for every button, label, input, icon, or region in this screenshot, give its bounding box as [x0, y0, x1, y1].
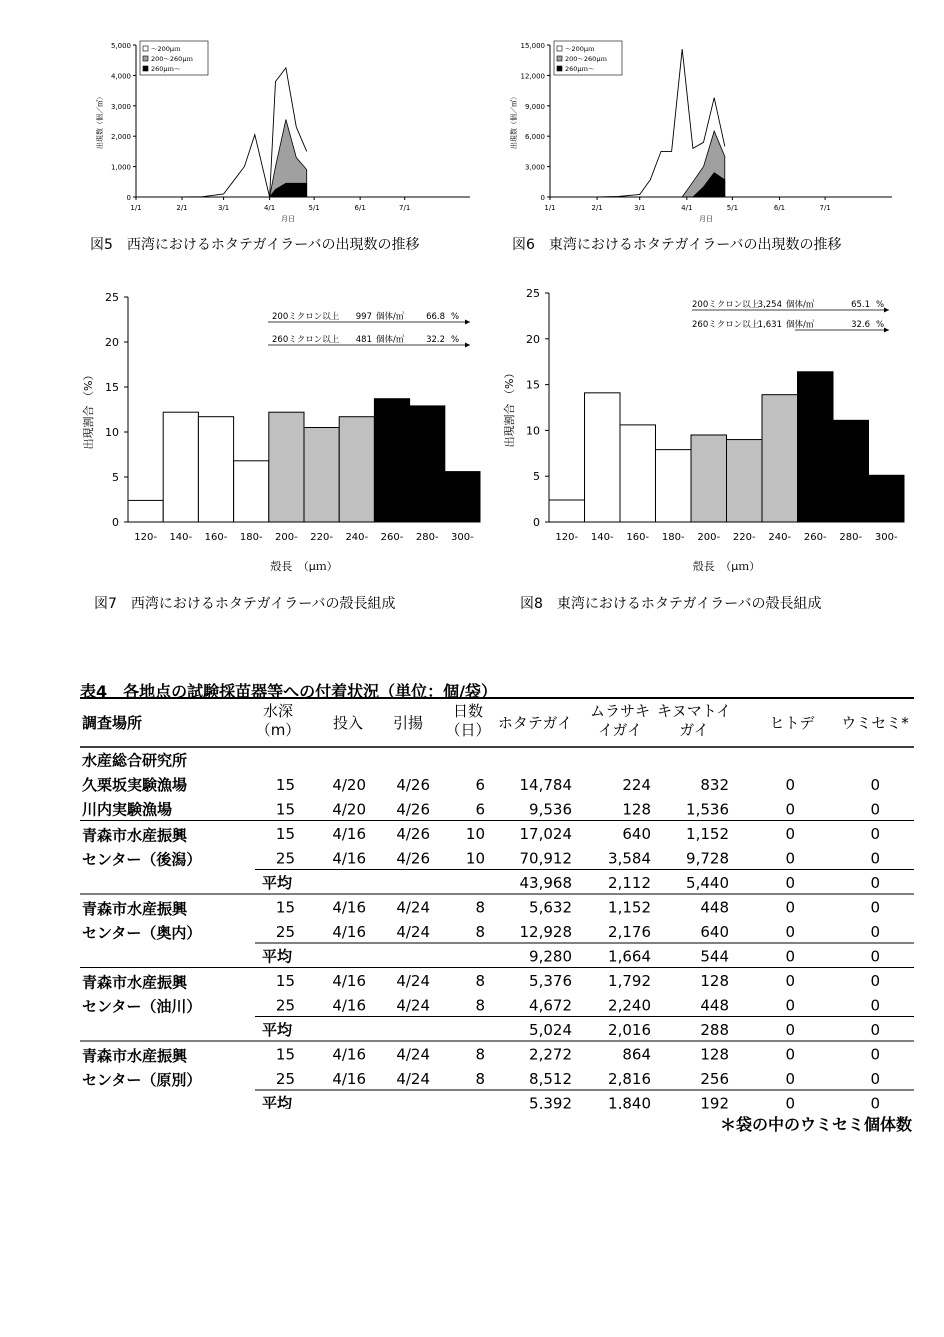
y-tick-label: 2,000: [110, 133, 131, 142]
x-tick-label: 160-: [204, 532, 228, 543]
avg-cell: 0: [785, 947, 795, 966]
bar-120-: [128, 500, 163, 522]
header-cell-line1: ムラサキ: [589, 702, 651, 720]
table-cell: 25: [275, 1070, 295, 1088]
fig5-caption: 図5 西湾におけるホタテガイラーバの出現数の推移: [90, 237, 420, 253]
table-cell: 0: [870, 776, 880, 794]
fig7-chart: [80, 285, 500, 585]
avg-cell: 192: [700, 1094, 729, 1109]
annotation-arrowhead: [884, 328, 889, 333]
bar-240-: [762, 395, 798, 522]
x-tick-label: 240-: [768, 532, 792, 543]
x-tick-label: 5/1: [726, 204, 739, 212]
table-cell: 15: [275, 1045, 295, 1064]
header-cell-line2: イガイ: [597, 721, 643, 739]
attachment-table: [80, 697, 914, 1113]
table-cell: 9,728: [686, 849, 729, 868]
table-cell: 15: [275, 825, 295, 843]
table-cell: 2,176: [608, 923, 651, 941]
x-tick-label: 2/1: [176, 204, 188, 212]
annotation-arrowhead: [465, 343, 470, 348]
table-cell: 0: [785, 776, 795, 794]
y-tick-label: 5,000: [110, 42, 131, 50]
header-cell-line1: 日数: [452, 702, 484, 720]
legend-label: 260μｍ～: [151, 65, 181, 73]
x-tick-label: 3/1: [634, 204, 646, 212]
header-cell: ウミセミ*: [841, 714, 909, 732]
table-cell: 0: [785, 923, 795, 941]
bar-260-: [374, 399, 409, 522]
table-cell: 0: [785, 898, 795, 917]
annotation-unit: 個体/㎥: [786, 300, 815, 310]
avg-cell: 43,968: [519, 874, 572, 892]
y-axis-label: 出現割合 （%）: [82, 369, 95, 450]
table-cell: 128: [700, 972, 729, 990]
table-cell: 25: [275, 996, 295, 1015]
table-cell: 4/26: [396, 825, 430, 843]
bar-300-: [445, 472, 480, 522]
annotation-label: 260ミクロン以上: [272, 335, 340, 345]
bar-200-: [691, 435, 727, 522]
table-cell: 15: [275, 898, 295, 917]
y-tick-label: 5: [112, 471, 119, 484]
x-tick-label: 120-: [134, 532, 157, 543]
header-cell: ヒトデ: [769, 714, 815, 732]
x-tick-label: 1/1: [130, 204, 142, 212]
x-tick-label: 3/1: [217, 204, 230, 212]
table-cell: 70,912: [519, 849, 572, 868]
avg-cell: 5,392: [529, 1094, 572, 1109]
y-axis-label: 出現数（個／㎥）: [510, 93, 518, 149]
table-cell: 25: [275, 923, 295, 941]
place-label: 水産総合研究所: [82, 751, 188, 770]
table-cell: 4/16: [332, 996, 366, 1015]
table-cell: 224: [622, 776, 651, 794]
annotation-pct-sign: %: [876, 320, 885, 330]
annotation-count: 997: [355, 312, 372, 322]
fig8-chart: [495, 280, 925, 585]
x-tick-label: 180-: [239, 532, 263, 543]
bar-280-: [410, 406, 445, 522]
y-tick-label: 0: [540, 194, 545, 202]
table-cell: 4/16: [332, 1045, 366, 1064]
table-cell: 8: [475, 972, 485, 990]
table-cell: 15: [275, 972, 295, 990]
avg-cell: 9,280: [529, 947, 572, 966]
avg-label: 平均: [262, 874, 293, 892]
place-label: センター（奥内）: [82, 924, 202, 942]
annotation-count: 3,254: [757, 300, 782, 310]
annotation-pct-sign: %: [451, 312, 460, 322]
table-cell: 4/16: [332, 1070, 366, 1088]
table-cell: 10: [465, 825, 485, 843]
x-tick-label: 220-: [732, 532, 756, 543]
table-cell: 2,272: [529, 1045, 572, 1064]
table-cell: 8: [475, 1045, 485, 1064]
table-cell: 5,376: [529, 972, 572, 990]
annotation-label: 260ミクロン以上: [692, 320, 760, 330]
place-label: 青森市水産振興: [82, 973, 188, 992]
table-cell: 4/20: [332, 776, 366, 794]
avg-cell: 5,440: [686, 874, 729, 892]
table-cell: 1,792: [608, 972, 651, 990]
place-label: 青森市水産振興: [82, 826, 188, 845]
table-cell: 12,928: [519, 923, 572, 941]
x-tick-label: 5/1: [308, 204, 320, 212]
avg-cell: 1,840: [608, 1094, 651, 1109]
table-cell: 4/26: [396, 776, 430, 794]
x-tick-label: 140-: [169, 532, 193, 543]
legend-swatch: [557, 56, 562, 61]
bar-160-: [620, 425, 656, 522]
bar-220-: [727, 440, 763, 522]
series-area-1: [136, 120, 307, 198]
avg-cell: 0: [785, 1094, 795, 1109]
x-tick-label: 180-: [661, 532, 685, 543]
table-cell: 640: [700, 923, 729, 941]
table-cell: 640: [622, 825, 651, 843]
y-tick-label: 25: [105, 291, 119, 304]
x-tick-label: 160-: [626, 532, 650, 543]
table-cell: 0: [870, 1070, 880, 1088]
bar-180-: [656, 450, 692, 522]
y-tick-label: 6,000: [524, 133, 545, 142]
fig6-chart: [500, 35, 900, 227]
legend-swatch: [143, 56, 148, 61]
table-cell: 448: [700, 898, 729, 917]
x-tick-label: 300-: [874, 532, 898, 543]
place-label: 川内実験漁場: [82, 800, 173, 819]
header-cell: 引揚: [392, 714, 424, 732]
table-cell: 4/24: [396, 972, 430, 990]
table-cell: 0: [870, 923, 880, 941]
annotation-count: 481: [355, 335, 372, 345]
legend-swatch: [557, 66, 562, 71]
table-cell: 4/24: [396, 996, 430, 1015]
annotation-pct-sign: %: [451, 335, 460, 345]
x-axis-label: 月日: [699, 215, 713, 223]
x-tick-label: 4/1: [681, 204, 693, 212]
avg-label: 平均: [262, 1021, 293, 1039]
table-cell: 4/24: [396, 1070, 430, 1088]
table-footnote: ＊袋の中のウミセミ個体数: [719, 1115, 912, 1134]
x-tick-label: 260-: [803, 532, 827, 543]
avg-cell: 0: [870, 1021, 880, 1039]
table-cell: 0: [785, 972, 795, 990]
legend-label: 260μｍ～: [565, 65, 595, 73]
place-label: 青森市水産振興: [82, 900, 188, 918]
fig8-caption: 図8 東湾におけるホタテガイラーバの殻長組成: [520, 596, 822, 612]
table-cell: 25: [275, 849, 295, 868]
x-tick-label: 220-: [310, 532, 333, 543]
y-tick-label: 3,000: [110, 102, 131, 111]
x-tick-label: 200-: [275, 532, 298, 543]
table-cell: 1,152: [686, 825, 729, 843]
y-tick-label: 25: [526, 287, 540, 300]
x-tick-label: 4/1: [263, 204, 276, 212]
table-cell: 4/24: [396, 923, 430, 941]
place-label: センター（後潟）: [82, 850, 202, 869]
table-cell: 0: [870, 972, 880, 990]
table-cell: 6: [475, 800, 485, 819]
table-cell: 256: [700, 1070, 729, 1088]
avg-cell: 544: [700, 947, 729, 966]
avg-cell: 2,016: [608, 1021, 651, 1039]
table-cell: 6: [475, 776, 485, 794]
annotation-pct-sign: %: [876, 300, 885, 310]
x-tick-label: 1/1: [544, 204, 556, 212]
table-cell: 4/26: [396, 800, 430, 819]
y-tick-label: 10: [526, 424, 540, 438]
table-cell: 14,784: [519, 776, 572, 794]
y-axis-label: 出現数（個／㎥）: [96, 93, 104, 149]
fig7-caption: 図7 西湾におけるホタテガイラーバの殻長組成: [94, 596, 396, 612]
annotation-row: [268, 311, 470, 325]
annotation-count: 1,631: [757, 320, 782, 330]
legend-label: 200～260μｍ: [565, 55, 607, 63]
table-cell: 9,536: [529, 800, 572, 819]
table-cell: 0: [870, 898, 880, 917]
table-cell: 10: [465, 849, 485, 868]
legend-label: ～200μｍ: [565, 45, 595, 53]
avg-cell: 0: [785, 874, 795, 892]
table-cell: 4/16: [332, 849, 366, 868]
table-cell: 4,672: [529, 996, 572, 1015]
table-cell: 4/26: [396, 849, 430, 868]
y-tick-label: 12,000: [520, 72, 545, 81]
table-cell: 8: [475, 898, 485, 917]
y-tick-label: 20: [526, 332, 540, 346]
table-cell: 2,240: [608, 996, 651, 1015]
table-cell: 8: [475, 923, 485, 941]
annotation-percent: 32.2: [426, 335, 445, 345]
bar-300-: [869, 475, 905, 522]
x-tick-label: 260-: [380, 532, 404, 543]
table-cell: 8: [475, 1070, 485, 1088]
place-label: センター（油川）: [82, 997, 202, 1016]
annotation-percent: 66.8: [426, 312, 445, 322]
avg-cell: 0: [870, 874, 880, 892]
table-cell: 0: [870, 996, 880, 1015]
x-tick-label: 280-: [839, 532, 863, 543]
annotation-label: 200ミクロン以上: [272, 312, 340, 322]
y-tick-label: 0: [126, 194, 131, 202]
table-cell: 2,816: [608, 1070, 651, 1088]
x-axis-label: 殻長 （μｍ）: [692, 560, 761, 573]
place-label: 青森市水産振興: [82, 1047, 188, 1065]
legend-label: ～200μｍ: [151, 45, 181, 53]
y-tick-label: 0: [112, 516, 119, 529]
annotation-arrowhead: [465, 320, 470, 325]
table-cell: 4/24: [396, 898, 430, 917]
header-cell-line2: ガイ: [679, 721, 709, 739]
y-axis-label: 出現割合 （%）: [503, 367, 516, 448]
y-tick-label: 15: [526, 378, 540, 392]
bar-200-: [269, 412, 304, 522]
y-tick-label: 5: [533, 470, 540, 484]
table-cell: 832: [700, 776, 729, 794]
avg-cell: 2,112: [608, 874, 651, 892]
bar-180-: [234, 461, 269, 522]
table-cell: 0: [870, 825, 880, 843]
series-area-1: [550, 131, 725, 197]
table-cell: 5,632: [529, 898, 572, 917]
bar-220-: [304, 428, 339, 523]
legend-swatch: [143, 66, 148, 71]
avg-cell: 0: [870, 947, 880, 966]
annotation-unit: 個体/㎥: [786, 320, 815, 330]
fig6-caption: 図6 東湾におけるホタテガイラーバの出現数の推移: [512, 237, 842, 253]
annotation-arrowhead: [884, 308, 889, 313]
y-tick-label: 15: [105, 381, 119, 394]
avg-cell: 288: [700, 1021, 729, 1039]
avg-cell: 5,024: [529, 1021, 572, 1039]
header-cell: 調査場所: [82, 714, 143, 732]
bar-240-: [339, 417, 374, 522]
header-cell-line1: 水深: [262, 702, 294, 720]
avg-cell: 0: [870, 1094, 880, 1109]
bar-260-: [798, 372, 834, 522]
x-tick-label: 7/1: [399, 204, 411, 212]
header-cell: 投入: [332, 714, 364, 732]
x-tick-label: 2/1: [591, 204, 603, 212]
table-cell: 1,152: [608, 898, 651, 917]
table-cell: 3,584: [608, 849, 651, 868]
bar-140-: [585, 393, 621, 522]
x-tick-label: 7/1: [819, 204, 831, 212]
table-cell: 8: [475, 996, 485, 1015]
table-cell: 4/16: [332, 923, 366, 941]
y-tick-label: 3,000: [524, 163, 545, 172]
x-tick-label: 200-: [697, 532, 721, 543]
avg-cell: 1,664: [608, 947, 651, 966]
table-title: 表4 各地点の試験採苗器等への付着状況（単位：個/袋）: [80, 682, 497, 701]
table-cell: 864: [622, 1045, 651, 1064]
bar-160-: [198, 417, 233, 522]
y-tick-label: 0: [533, 516, 540, 529]
y-tick-label: 9,000: [524, 102, 545, 111]
x-tick-label: 6/1: [354, 204, 366, 212]
x-tick-label: 280-: [415, 532, 439, 543]
annotation-percent: 65.1: [851, 300, 870, 310]
annotation-row: [692, 299, 889, 313]
legend-swatch: [143, 46, 148, 51]
avg-label: 平均: [262, 1094, 293, 1109]
table-cell: 0: [870, 849, 880, 868]
x-tick-label: 6/1: [773, 204, 786, 212]
header-cell-line2: （m）: [255, 721, 301, 739]
table-cell: 0: [785, 825, 795, 843]
annotation-unit: 個体/㎥: [376, 312, 405, 322]
table-cell: 448: [700, 996, 729, 1015]
annotation-label: 200ミクロン以上: [692, 300, 760, 310]
table-cell: 4/16: [332, 972, 366, 990]
table-cell: 0: [870, 800, 880, 819]
table-cell: 0: [785, 1070, 795, 1088]
header-cell-line1: キヌマトイ: [656, 702, 732, 720]
annotation-row: [268, 334, 470, 348]
x-tick-label: 120-: [555, 532, 579, 543]
y-tick-label: 15,000: [520, 42, 545, 50]
table-cell: 4/16: [332, 898, 366, 917]
table-cell: 15: [275, 800, 295, 819]
table-cell: 4/24: [396, 1045, 430, 1064]
fig5-chart: [78, 35, 478, 227]
table-grid: [80, 697, 914, 1109]
x-tick-label: 300-: [451, 532, 474, 543]
y-tick-label: 1,000: [110, 163, 131, 172]
header-cell: ホタテガイ: [497, 714, 573, 732]
avg-label: 平均: [262, 947, 293, 966]
table-cell: 0: [785, 800, 795, 819]
y-tick-label: 20: [105, 336, 119, 349]
legend-label: 200～260μｍ: [151, 55, 193, 63]
table-cell: 17,024: [519, 825, 572, 843]
table-cell: 128: [622, 800, 651, 819]
y-tick-label: 10: [105, 426, 119, 439]
place-label: センター（原別）: [82, 1071, 202, 1089]
table-cell: 15: [275, 776, 295, 794]
y-tick-label: 4,000: [110, 72, 131, 81]
bar-280-: [833, 420, 869, 522]
table-cell: 1,536: [686, 800, 729, 819]
legend-swatch: [557, 46, 562, 51]
x-tick-label: 240-: [345, 532, 369, 543]
table-cell: 4/16: [332, 825, 366, 843]
annotation-unit: 個体/㎥: [376, 335, 405, 345]
table-cell: 0: [785, 996, 795, 1015]
annotation-row: [692, 319, 889, 333]
avg-cell: 0: [785, 1021, 795, 1039]
table-cell: 0: [870, 1045, 880, 1064]
bar-120-: [549, 500, 585, 522]
place-label: 久栗坂実験漁場: [82, 776, 188, 794]
table-cell: 0: [785, 849, 795, 868]
x-axis-label: 月日: [281, 215, 295, 223]
x-axis-label: 殻長 （μｍ）: [270, 560, 338, 573]
bar-140-: [163, 412, 198, 522]
table-cell: 0: [785, 1045, 795, 1064]
table-cell: 128: [700, 1045, 729, 1064]
x-tick-label: 140-: [590, 532, 614, 543]
annotation-percent: 32.6: [851, 320, 870, 330]
table-cell: 8,512: [529, 1070, 572, 1088]
header-cell-line2: （日）: [445, 721, 491, 739]
table-cell: 4/20: [332, 800, 366, 819]
